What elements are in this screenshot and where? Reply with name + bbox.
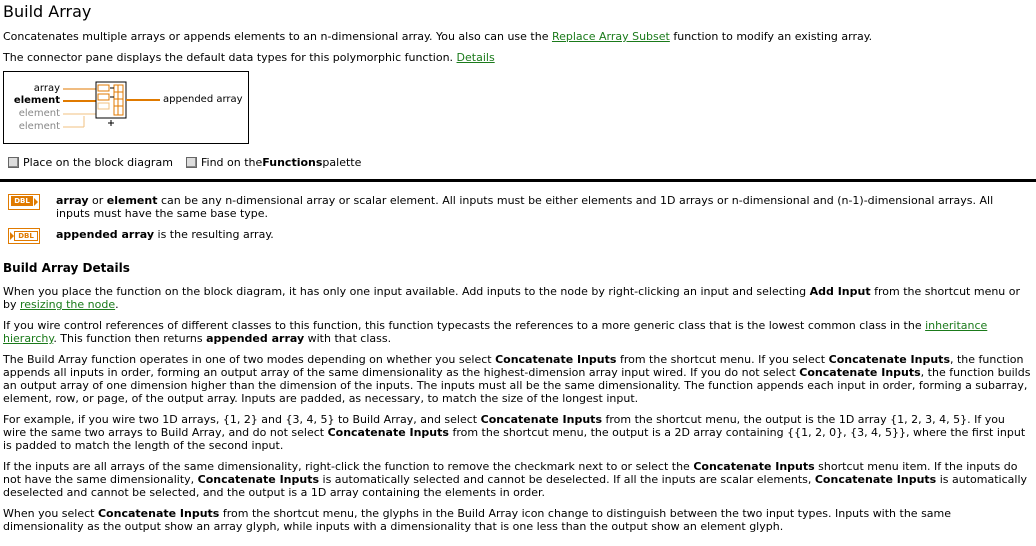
dbl-input-icon: DBL xyxy=(8,194,40,210)
connector-pane xyxy=(3,71,249,144)
terminal-appended-array: appended array is the resulting array. xyxy=(56,228,274,241)
input-label-element-3: element xyxy=(18,121,60,132)
details-heading: Build Array Details xyxy=(3,261,130,275)
resizing-the-node-link[interactable]: resizing the node xyxy=(20,298,116,311)
dbl-output-icon: DBL xyxy=(8,228,40,244)
build-array-icon xyxy=(4,72,248,143)
input-label-array: array xyxy=(33,83,60,94)
place-icon xyxy=(8,157,19,168)
place-on-diagram-button[interactable]: Place on the block diagram xyxy=(8,156,173,169)
details-paragraph-5: If the inputs are all arrays of the same dimensionality, right-click the function to remove the checkmark next to or select the Concatenate Inputs shortcut menu item. If the inputs do not have the same dimensionality, Concatenate Inputs is automatically selected and cannot be deselected. If all the inputs are scalar elements, Concatenate Inputs is automatically deselected and cannot be selected, and the output is a 1D array containing the elements in order. xyxy=(3,460,1028,499)
output-label-appended-array: appended array xyxy=(163,94,243,105)
connector-note: The connector pane displays the default data types for this polymorphic function. Details xyxy=(3,51,495,64)
section-divider xyxy=(0,179,1036,182)
input-label-element: element xyxy=(13,95,60,106)
details-link[interactable]: Details xyxy=(456,51,495,64)
input-label-element-2: element xyxy=(18,108,60,119)
page-title: Build Array xyxy=(3,2,92,21)
replace-array-subset-link[interactable]: Replace Array Subset xyxy=(551,30,670,43)
details-paragraph-2: If you wire control references of different classes to this function, this function typecasts the references to a more generic class that is the lowest common class in the inheritance hierarchy. This function then returns appended array with that class. xyxy=(3,319,988,345)
details-paragraph-3: The Build Array function operates in one of two modes depending on whether you select Concatenate Inputs from the shortcut menu. If you select Concatenate Inputs, the function appends all inputs in order, forming an output array of the same dimensionality as the highest-dimension array input wired. If you do not select Concatenate Inputs, the function builds an output array of one dimension higher than the dimension of the inputs. The inputs must all be the same dimensionality. The function appends each input in order, forming a subarray, element, row, or page, of the output array. Inputs are padded, as necessary, to match the size of the longest input. xyxy=(3,353,1031,405)
find-icon xyxy=(186,157,197,168)
find-on-palette-button[interactable]: Find on the Functions palette xyxy=(186,156,361,169)
details-paragraph-4: For example, if you wire two 1D arrays, {1, 2} and {3, 4, 5} to Build Array, and select Concatenate Inputs from the shortcut menu, the output is the 1D array {1, 2, 3, 4, 5}. If you wire the same two arrays to Build Array, and do not select Concatenate Inputs from the shortcut menu, the output is a 2D array containing {{1, 2, 0}, {3, 4, 5}}, where the first input is padded to match the length of the second input. xyxy=(3,413,1026,452)
terminal-array-element: array or element can be any n-dimensional array or scalar element. All inputs must be either elements and 1D arrays or n-dimensional and (n-1)-dimensional arrays. All inputs must have the same base type. xyxy=(56,194,994,220)
details-paragraph-1: When you place the function on the block diagram, it has only one input available. Add inputs to the node by right-clicking an input and selecting Add Input from the shortcut menu or by resizing the node. xyxy=(3,285,1021,311)
intro-text: Concatenates multiple arrays or appends elements to an n-dimensional array. You also can use the Replace Array Subset function to modify an existing array. xyxy=(3,30,873,43)
details-paragraph-6: When you select Concatenate Inputs from the shortcut menu, the glyphs in the Build Array icon change to distinguish between the two input types. Inputs with the same dimensionality as the output show an array glyph, while inputs with a dimensionality that is one less than the output show an element glyph. xyxy=(3,507,952,533)
inheritance-hierarchy-link[interactable]: inheritance hierarchy xyxy=(3,319,988,345)
